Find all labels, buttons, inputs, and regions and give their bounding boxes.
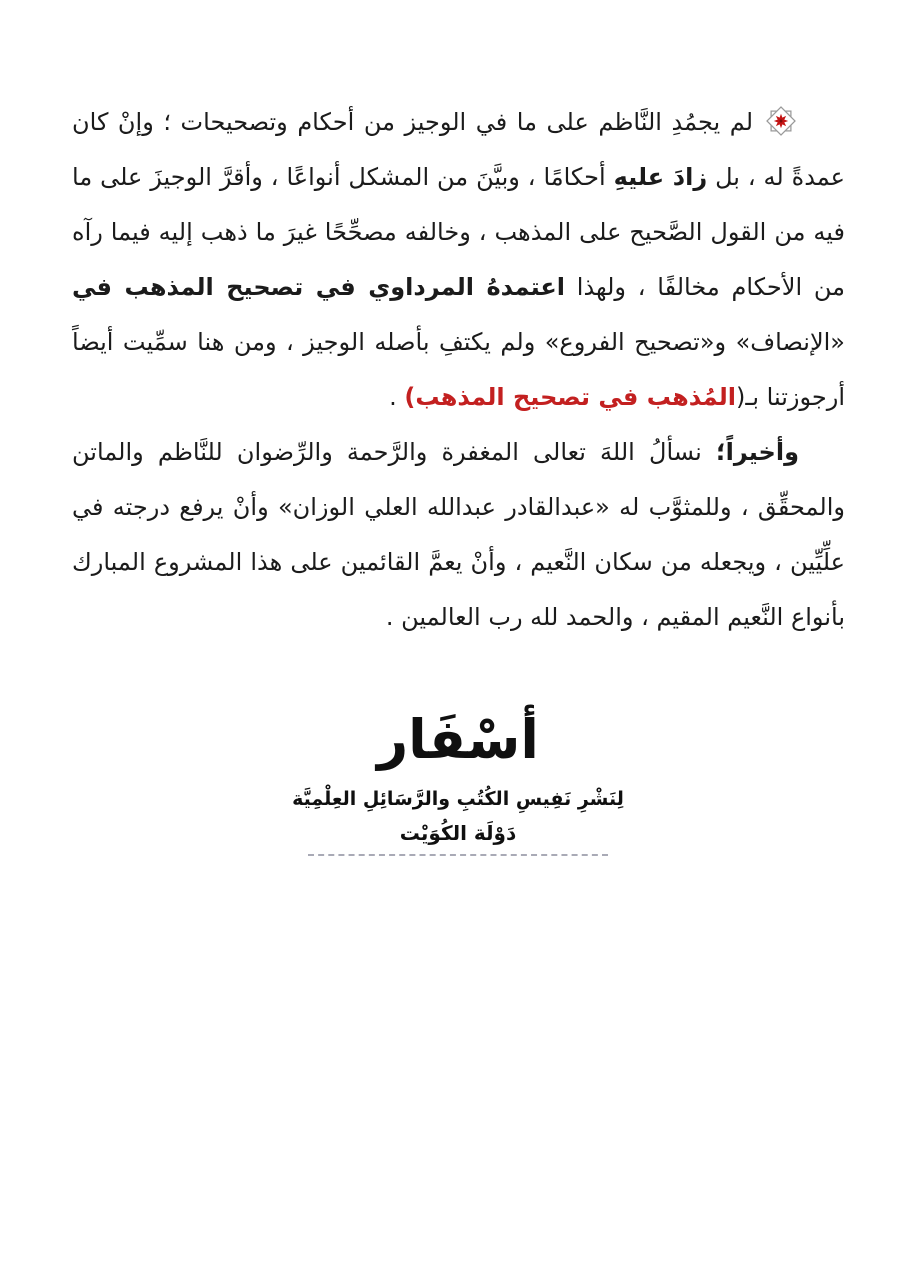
line-text: عمدةً له ، بل — [707, 163, 845, 191]
line-text: «الإنصاف» و«تصحيح الفروع» ولم يكتفِ بأصله الوجيز ، ومن هنا سمِّيت أيضاً — [72, 328, 845, 356]
paragraph1-line5 — [72, 315, 845, 370]
paragraph1-line2 — [72, 150, 845, 205]
paragraph2-line4 — [72, 590, 845, 645]
line-text: . — [389, 383, 405, 411]
publisher-tagline: لِنَشْرِ نَفِيسِ الكُتُبِ والرَّسَائِلِ العِلْمِيَّة — [292, 788, 624, 810]
publisher-colophon — [248, 700, 668, 856]
paragraph1-line1 — [72, 95, 845, 150]
paragraph1-line6 — [72, 370, 845, 425]
paragraph2-line3 — [72, 535, 845, 590]
line-text: فيه من القول الصَّحيح على المذهب ، وخالفه مصحِّحًا غيرَ ما ذهب إليه فيما رآه — [72, 218, 845, 246]
book-title-red: المُذهب في تصحيح المذهب) — [404, 383, 736, 411]
line-text: نسألُ اللهَ تعالى المغفرة والرَّحمة والرِّضوان للنَّاظم والماتن — [72, 438, 716, 466]
paragraph1-line3 — [72, 205, 845, 260]
line-text: علِّيِّين ، ويجعله من سكان النَّعيم ، وأنْ يعمَّ القائمين على هذا المشروع المبارك — [72, 548, 845, 576]
line-text: والمحقِّق ، وللمثوَّب له «عبدالقادر عبدالله العلي الوزان» وأنْ يرفع درجته في — [72, 493, 845, 521]
publisher-logo-asfar: أسْفَار — [377, 708, 539, 771]
paragraph2-line1 — [72, 425, 845, 480]
bold-phrase: وأخيراً؛ — [716, 438, 799, 466]
line-text: بأنواع النَّعيم المقيم ، والحمد لله رب العالمين . — [385, 603, 845, 631]
publisher-country: دَوْلَة الكُوَيْت — [399, 821, 517, 845]
line-text: لم يجمُدِ النَّاظم على ما في الوجيز من أحكام وتصحيحات ؛ وإنْ كان — [72, 108, 753, 136]
line-text: من الأحكام مخالفًا ، ولهذا — [565, 273, 845, 301]
line-text: أحكامًا ، وبيَّنَ من المشكل أنواعًا ، وأقرَّ الوجيزَ على ما — [72, 163, 614, 191]
paragraph2-line2 — [72, 480, 845, 535]
bold-phrase: زادَ عليهِ — [613, 163, 708, 191]
body-text — [72, 95, 845, 645]
bold-phrase: اعتمدهُ المرداوي في تصحيح المذهب في — [72, 273, 566, 301]
dotted-divider — [308, 854, 608, 856]
line-text: أرجوزتنا بـ( — [735, 383, 845, 411]
paragraph1-line4 — [72, 260, 845, 315]
